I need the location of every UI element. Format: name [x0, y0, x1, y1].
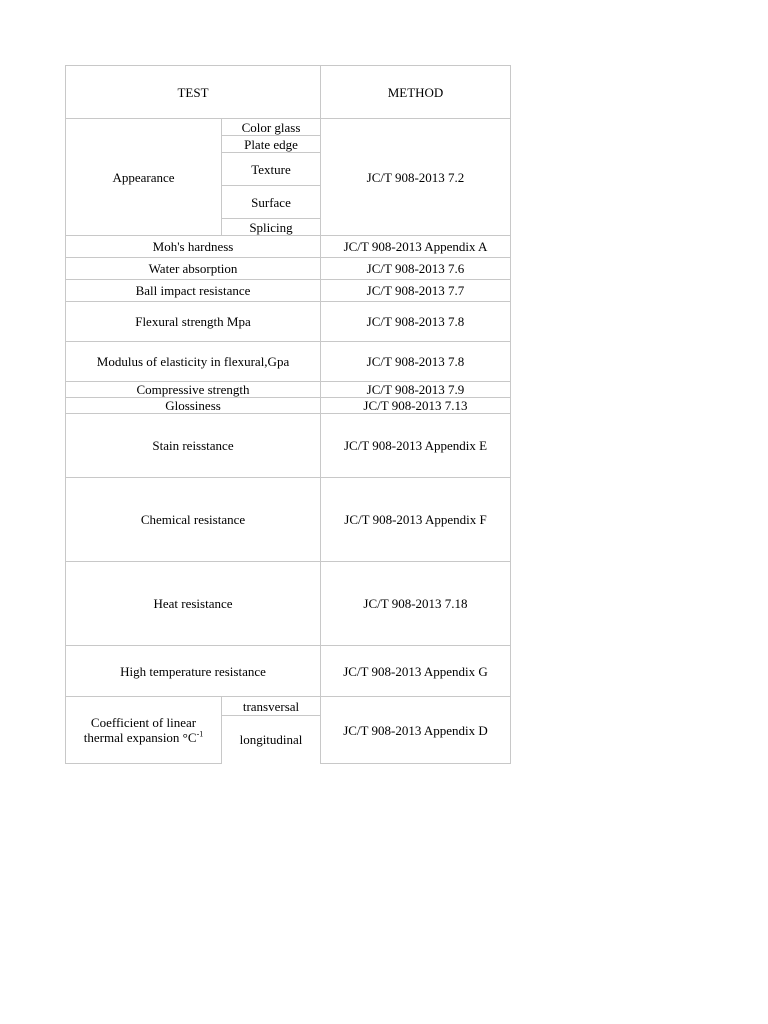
- table-row: [66, 280, 511, 302]
- method-cell: JC/T 908-2013 Appendix G: [321, 646, 511, 697]
- method-cell: JC/T 908-2013 7.8: [321, 302, 511, 342]
- test-cell: Moh's hardness: [66, 236, 321, 258]
- test-cell: Stain reisstance: [66, 414, 321, 478]
- thermal-label-line1: Coefficient of linear: [90, 715, 197, 730]
- thermal-item: transversal: [222, 697, 321, 716]
- appearance-item: Color glass: [222, 119, 321, 136]
- table-row: [66, 342, 511, 382]
- method-cell: JC/T 908-2013 7.18: [321, 562, 511, 646]
- thermal-label-exponent: -1: [196, 729, 204, 739]
- thermal-method: JC/T 908-2013 Appendix D: [321, 697, 511, 764]
- thermal-item: longitudinal: [222, 716, 321, 764]
- method-cell: JC/T 908-2013 Appendix A: [321, 236, 511, 258]
- table-row: [66, 646, 511, 697]
- test-cell: Chemical resistance: [66, 478, 321, 562]
- table-row: [66, 258, 511, 280]
- test-cell: Heat resistance: [66, 562, 321, 646]
- table-row: [66, 382, 511, 398]
- appearance-item: Surface: [222, 186, 321, 219]
- table-row: [66, 398, 511, 414]
- method-cell: JC/T 908-2013 Appendix E: [321, 414, 511, 478]
- appearance-method: JC/T 908-2013 7.2: [321, 119, 511, 236]
- table-row: [66, 236, 511, 258]
- appearance-label: Appearance: [66, 119, 222, 236]
- test-cell: Glossiness: [66, 398, 321, 414]
- method-cell: JC/T 908-2013 7.7: [321, 280, 511, 302]
- table-row: [66, 562, 511, 646]
- table-row: [66, 478, 511, 562]
- method-cell: JC/T 908-2013 7.13: [321, 398, 511, 414]
- table-row: [66, 414, 511, 478]
- test-cell: Modulus of elasticity in flexural,Gpa: [66, 342, 321, 382]
- appearance-item: Texture: [222, 153, 321, 186]
- header-test: TEST: [66, 66, 321, 119]
- table-row: [66, 697, 511, 716]
- thermal-label: [66, 697, 222, 764]
- test-cell: High temperature resistance: [66, 646, 321, 697]
- test-cell: Flexural strength Mpa: [66, 302, 321, 342]
- test-cell: Ball impact resistance: [66, 280, 321, 302]
- method-cell: JC/T 908-2013 Appendix F: [321, 478, 511, 562]
- method-cell: JC/T 908-2013 7.9: [321, 382, 511, 398]
- header-method: METHOD: [321, 66, 511, 119]
- thermal-label-line2: thermal expansion °C: [83, 730, 197, 745]
- appearance-item: Splicing: [222, 219, 321, 236]
- table-header-row: [66, 66, 511, 119]
- appearance-item: Plate edge: [222, 136, 321, 153]
- table-row: [66, 302, 511, 342]
- table-row: [66, 119, 511, 136]
- method-cell: JC/T 908-2013 7.6: [321, 258, 511, 280]
- test-method-table: [65, 65, 511, 764]
- test-cell: Compressive strength: [66, 382, 321, 398]
- method-cell: JC/T 908-2013 7.8: [321, 342, 511, 382]
- test-cell: Water absorption: [66, 258, 321, 280]
